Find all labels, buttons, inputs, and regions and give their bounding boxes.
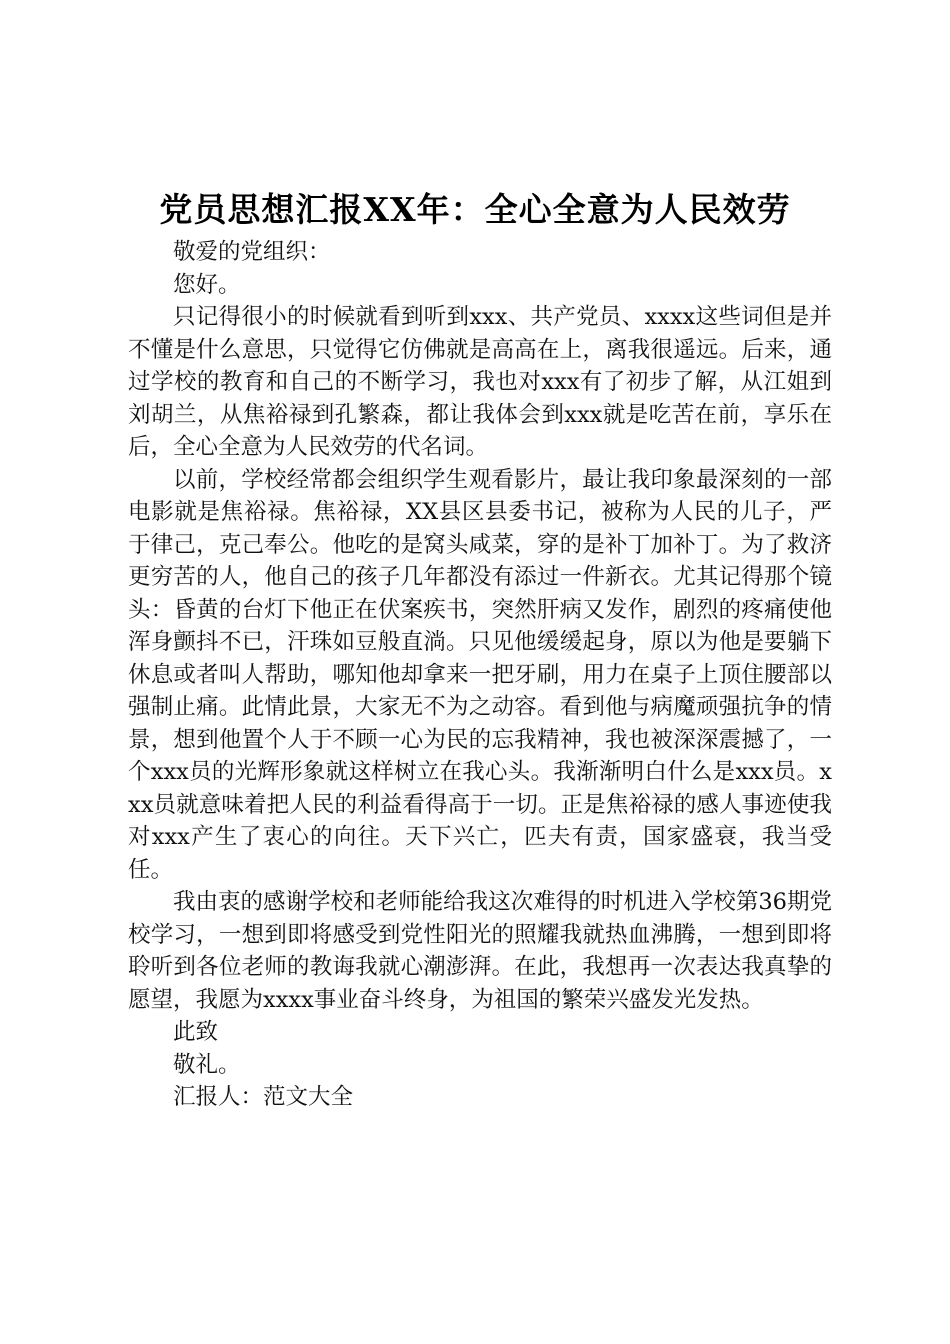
salutation: 敬爱的党组织： [173, 239, 331, 265]
paragraph-gratitude-party-school: 我由衷的感谢学校和老师能给我这次难得的时机进入学校第36期党校学习，一想到即将感受到党性阳光的照耀我就热血沸腾，一想到即将聆听到各位老师的教诲我就心潮澎湃。在此，我想再一次表达我真挚的愿望，我愿为xxxx事业奋斗终身，为祖国的繁荣兴盛发光发热。 [128, 889, 832, 1013]
paragraph-jiao-yulu-film: 以前，学校经常都会组织学生观看影片，最让我印象最深刻的一部电影就是焦裕禄。焦裕禄，XX县区县委书记，被称为人民的儿子，严于律己，克己奉公。他吃的是窝头咸菜，穿的是补丁加补丁。为了救济更穷苦的人，他自己的孩子几年都没有添过一件新衣。尤其记得那个镜头：昏黄的台灯下他正在伏案疾书，突然肝病又发作，剧烈的疼痛使他浑身颤抖不已，汗珠如豆般直淌。只见他缓缓起身，原以为他是要躺下休息或者叫人帮助，哪知他却拿来一把牙刷，用力在桌子上顶住腰部以强制止痛。此情此景，大家无不为之动容。看到他与病魔顽强抗争的情景，想到他置个人于不顾一心为民的忘我精神，我也被深深震撼了，一个xxx员的光辉形象就这样树立在我心头。我渐渐明白什么是xxx员。xxx员就意味着把人民的利益看得高于一切。正是焦裕禄的感人事迹使我对xxx产生了衷心的向往。天下兴亡，匹夫有责，国家盛衰，我当受任。 [128, 466, 832, 883]
closing-respect: 敬礼。 [173, 1051, 241, 1078]
signature: 汇报人：范文大全 [173, 1084, 354, 1110]
document-body [128, 236, 832, 1114]
greeting: 您好。 [173, 271, 241, 298]
closing-salute: 此致 [173, 1019, 219, 1045]
paragraph-childhood-impression: 只记得很小的时候就看到听到xxx、共产党员、xxxx这些词但是并不懂是什么意思，只觉得它仿佛就是高高在上，离我很遥远。后来，通过学校的教育和自己的不断学习，我也对xxx有了初步了解，从江姐到刘胡兰，从焦裕禄到孔繁森，都让我体会到xxx就是吃苦在前，享乐在后，全心全意为人民效劳的代名词。 [128, 304, 832, 460]
document-title: 党员思想汇报XX年：全心全意为人民效劳 [159, 190, 791, 229]
